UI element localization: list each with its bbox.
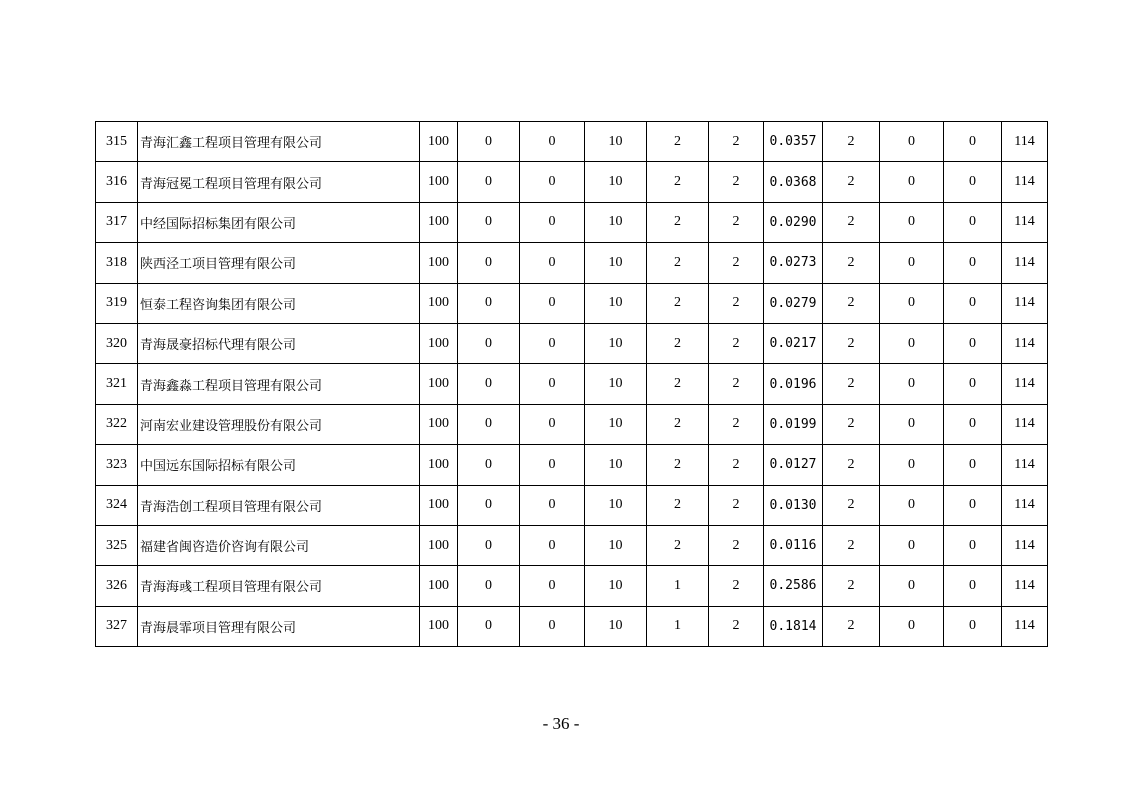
score-cell: 100 <box>420 566 458 606</box>
score-cell: 0 <box>520 525 585 565</box>
row-number: 327 <box>96 606 138 646</box>
ratio-cell: 0.0368 <box>764 162 823 202</box>
company-name: 青海浩创工程项目管理有限公司 <box>138 485 420 525</box>
score-cell: 0 <box>458 566 520 606</box>
score-cell: 0 <box>944 445 1002 485</box>
table-row <box>96 202 1048 242</box>
total-score: 114 <box>1002 445 1048 485</box>
score-cell: 0 <box>520 566 585 606</box>
row-number: 323 <box>96 445 138 485</box>
ratio-cell: 0.0273 <box>764 243 823 283</box>
score-cell: 10 <box>585 525 647 565</box>
table-row <box>96 122 1048 162</box>
score-cell: 2 <box>647 485 709 525</box>
ratio-cell: 0.0279 <box>764 283 823 323</box>
score-cell: 2 <box>647 404 709 444</box>
score-cell: 0 <box>944 485 1002 525</box>
score-cell: 100 <box>420 202 458 242</box>
score-cell: 2 <box>647 243 709 283</box>
score-cell: 0 <box>944 122 1002 162</box>
score-cell: 10 <box>585 606 647 646</box>
ratio-cell: 0.0199 <box>764 404 823 444</box>
score-cell: 2 <box>709 364 764 404</box>
score-cell: 0 <box>458 323 520 363</box>
score-cell: 2 <box>647 162 709 202</box>
company-name: 恒泰工程咨询集团有限公司 <box>138 283 420 323</box>
score-cell: 0 <box>944 606 1002 646</box>
score-cell: 10 <box>585 485 647 525</box>
score-cell: 0 <box>880 566 944 606</box>
ratio-cell: 0.0217 <box>764 323 823 363</box>
score-cell: 0 <box>880 525 944 565</box>
score-cell: 2 <box>823 525 880 565</box>
score-cell: 2 <box>709 162 764 202</box>
ratio-cell: 0.2586 <box>764 566 823 606</box>
score-cell: 0 <box>880 485 944 525</box>
score-cell: 0 <box>520 283 585 323</box>
score-cell: 10 <box>585 404 647 444</box>
score-cell: 0 <box>880 283 944 323</box>
table-row <box>96 404 1048 444</box>
company-name: 青海鑫淼工程项目管理有限公司 <box>138 364 420 404</box>
score-cell: 0 <box>520 162 585 202</box>
ratio-cell: 0.0357 <box>764 122 823 162</box>
score-cell: 0 <box>520 364 585 404</box>
score-cell: 10 <box>585 566 647 606</box>
score-cell: 2 <box>709 445 764 485</box>
score-cell: 100 <box>420 323 458 363</box>
score-cell: 100 <box>420 445 458 485</box>
company-name: 河南宏业建设管理股份有限公司 <box>138 404 420 444</box>
score-cell: 2 <box>647 364 709 404</box>
table-row <box>96 283 1048 323</box>
score-cell: 0 <box>458 243 520 283</box>
score-cell: 100 <box>420 485 458 525</box>
total-score: 114 <box>1002 364 1048 404</box>
score-cell: 0 <box>458 202 520 242</box>
total-score: 114 <box>1002 566 1048 606</box>
score-cell: 2 <box>823 606 880 646</box>
ratio-cell: 0.0116 <box>764 525 823 565</box>
score-cell: 2 <box>647 323 709 363</box>
total-score: 114 <box>1002 525 1048 565</box>
table-row <box>96 364 1048 404</box>
score-cell: 2 <box>647 283 709 323</box>
score-cell: 0 <box>520 485 585 525</box>
total-score: 114 <box>1002 162 1048 202</box>
table-row <box>96 323 1048 363</box>
score-cell: 100 <box>420 606 458 646</box>
company-name: 青海晟豪招标代理有限公司 <box>138 323 420 363</box>
score-cell: 0 <box>944 404 1002 444</box>
table-row <box>96 243 1048 283</box>
score-cell: 2 <box>709 566 764 606</box>
score-cell: 0 <box>520 404 585 444</box>
score-cell: 100 <box>420 122 458 162</box>
row-number: 319 <box>96 283 138 323</box>
score-cell: 0 <box>880 445 944 485</box>
table-row <box>96 162 1048 202</box>
score-cell: 2 <box>709 485 764 525</box>
score-cell: 2 <box>823 323 880 363</box>
ratio-cell: 0.0196 <box>764 364 823 404</box>
total-score: 114 <box>1002 122 1048 162</box>
row-number: 324 <box>96 485 138 525</box>
total-score: 114 <box>1002 606 1048 646</box>
ratio-cell: 0.0290 <box>764 202 823 242</box>
score-cell: 0 <box>458 283 520 323</box>
score-cell: 0 <box>458 525 520 565</box>
score-cell: 2 <box>709 243 764 283</box>
score-cell: 2 <box>709 283 764 323</box>
score-cell: 10 <box>585 445 647 485</box>
company-name: 青海汇鑫工程项目管理有限公司 <box>138 122 420 162</box>
score-cell: 0 <box>458 404 520 444</box>
score-cell: 2 <box>823 445 880 485</box>
score-cell: 0 <box>520 202 585 242</box>
score-cell: 2 <box>823 122 880 162</box>
total-score: 114 <box>1002 323 1048 363</box>
company-name: 福建省闽咨造价咨询有限公司 <box>138 525 420 565</box>
score-cell: 10 <box>585 323 647 363</box>
score-cell: 2 <box>823 485 880 525</box>
table-body <box>96 122 1048 647</box>
score-cell: 0 <box>458 606 520 646</box>
company-name: 中国远东国际招标有限公司 <box>138 445 420 485</box>
score-table <box>95 121 1048 647</box>
score-cell: 0 <box>944 566 1002 606</box>
score-cell: 10 <box>585 243 647 283</box>
row-number: 317 <box>96 202 138 242</box>
score-cell: 2 <box>823 364 880 404</box>
score-cell: 2 <box>647 122 709 162</box>
score-cell: 0 <box>520 122 585 162</box>
score-cell: 10 <box>585 122 647 162</box>
total-score: 114 <box>1002 283 1048 323</box>
score-cell: 2 <box>709 122 764 162</box>
score-cell: 10 <box>585 162 647 202</box>
score-cell: 1 <box>647 566 709 606</box>
row-number: 326 <box>96 566 138 606</box>
company-name: 青海晨霏项目管理有限公司 <box>138 606 420 646</box>
total-score: 114 <box>1002 202 1048 242</box>
score-cell: 0 <box>944 243 1002 283</box>
company-name: 青海海彧工程项目管理有限公司 <box>138 566 420 606</box>
score-cell: 0 <box>880 202 944 242</box>
company-name: 陕西泾工项目管理有限公司 <box>138 243 420 283</box>
score-cell: 0 <box>458 162 520 202</box>
total-score: 114 <box>1002 485 1048 525</box>
score-cell: 0 <box>520 243 585 283</box>
score-cell: 0 <box>520 323 585 363</box>
score-cell: 10 <box>585 202 647 242</box>
score-cell: 100 <box>420 162 458 202</box>
row-number: 320 <box>96 323 138 363</box>
score-cell: 100 <box>420 283 458 323</box>
table-row <box>96 606 1048 646</box>
score-cell: 0 <box>880 243 944 283</box>
company-name: 中经国际招标集团有限公司 <box>138 202 420 242</box>
table-row <box>96 485 1048 525</box>
score-cell: 2 <box>709 202 764 242</box>
score-cell: 0 <box>880 404 944 444</box>
total-score: 114 <box>1002 404 1048 444</box>
score-cell: 0 <box>944 525 1002 565</box>
ratio-cell: 0.0130 <box>764 485 823 525</box>
row-number: 316 <box>96 162 138 202</box>
page-number: - 36 - <box>542 714 580 733</box>
table-row <box>96 525 1048 565</box>
score-cell: 0 <box>880 122 944 162</box>
score-cell: 0 <box>880 364 944 404</box>
company-name: 青海冠冕工程项目管理有限公司 <box>138 162 420 202</box>
table-row <box>96 566 1048 606</box>
score-cell: 100 <box>420 404 458 444</box>
score-cell: 2 <box>709 606 764 646</box>
row-number: 315 <box>96 122 138 162</box>
score-cell: 100 <box>420 525 458 565</box>
score-cell: 0 <box>458 445 520 485</box>
score-cell: 0 <box>944 162 1002 202</box>
score-cell: 0 <box>880 162 944 202</box>
ratio-cell: 0.1814 <box>764 606 823 646</box>
score-cell: 2 <box>823 283 880 323</box>
score-cell: 2 <box>647 202 709 242</box>
score-cell: 2 <box>647 525 709 565</box>
score-cell: 10 <box>585 364 647 404</box>
score-cell: 0 <box>880 323 944 363</box>
score-cell: 0 <box>944 364 1002 404</box>
score-cell: 0 <box>458 364 520 404</box>
ratio-cell: 0.0127 <box>764 445 823 485</box>
score-cell: 2 <box>823 404 880 444</box>
score-cell: 100 <box>420 243 458 283</box>
score-cell: 0 <box>458 485 520 525</box>
score-cell: 0 <box>944 202 1002 242</box>
row-number: 325 <box>96 525 138 565</box>
score-cell: 0 <box>520 606 585 646</box>
score-cell: 0 <box>458 122 520 162</box>
score-cell: 0 <box>520 445 585 485</box>
score-cell: 0 <box>880 606 944 646</box>
score-cell: 2 <box>709 404 764 444</box>
total-score: 114 <box>1002 243 1048 283</box>
row-number: 318 <box>96 243 138 283</box>
score-cell: 2 <box>709 323 764 363</box>
row-number: 322 <box>96 404 138 444</box>
score-cell: 2 <box>709 525 764 565</box>
score-cell: 0 <box>944 283 1002 323</box>
score-cell: 100 <box>420 364 458 404</box>
score-cell: 0 <box>944 323 1002 363</box>
score-cell: 2 <box>823 202 880 242</box>
row-number: 321 <box>96 364 138 404</box>
score-cell: 10 <box>585 283 647 323</box>
table-row <box>96 445 1048 485</box>
score-cell: 2 <box>823 243 880 283</box>
score-cell: 2 <box>823 566 880 606</box>
score-cell: 2 <box>647 445 709 485</box>
score-cell: 2 <box>823 162 880 202</box>
score-cell: 1 <box>647 606 709 646</box>
